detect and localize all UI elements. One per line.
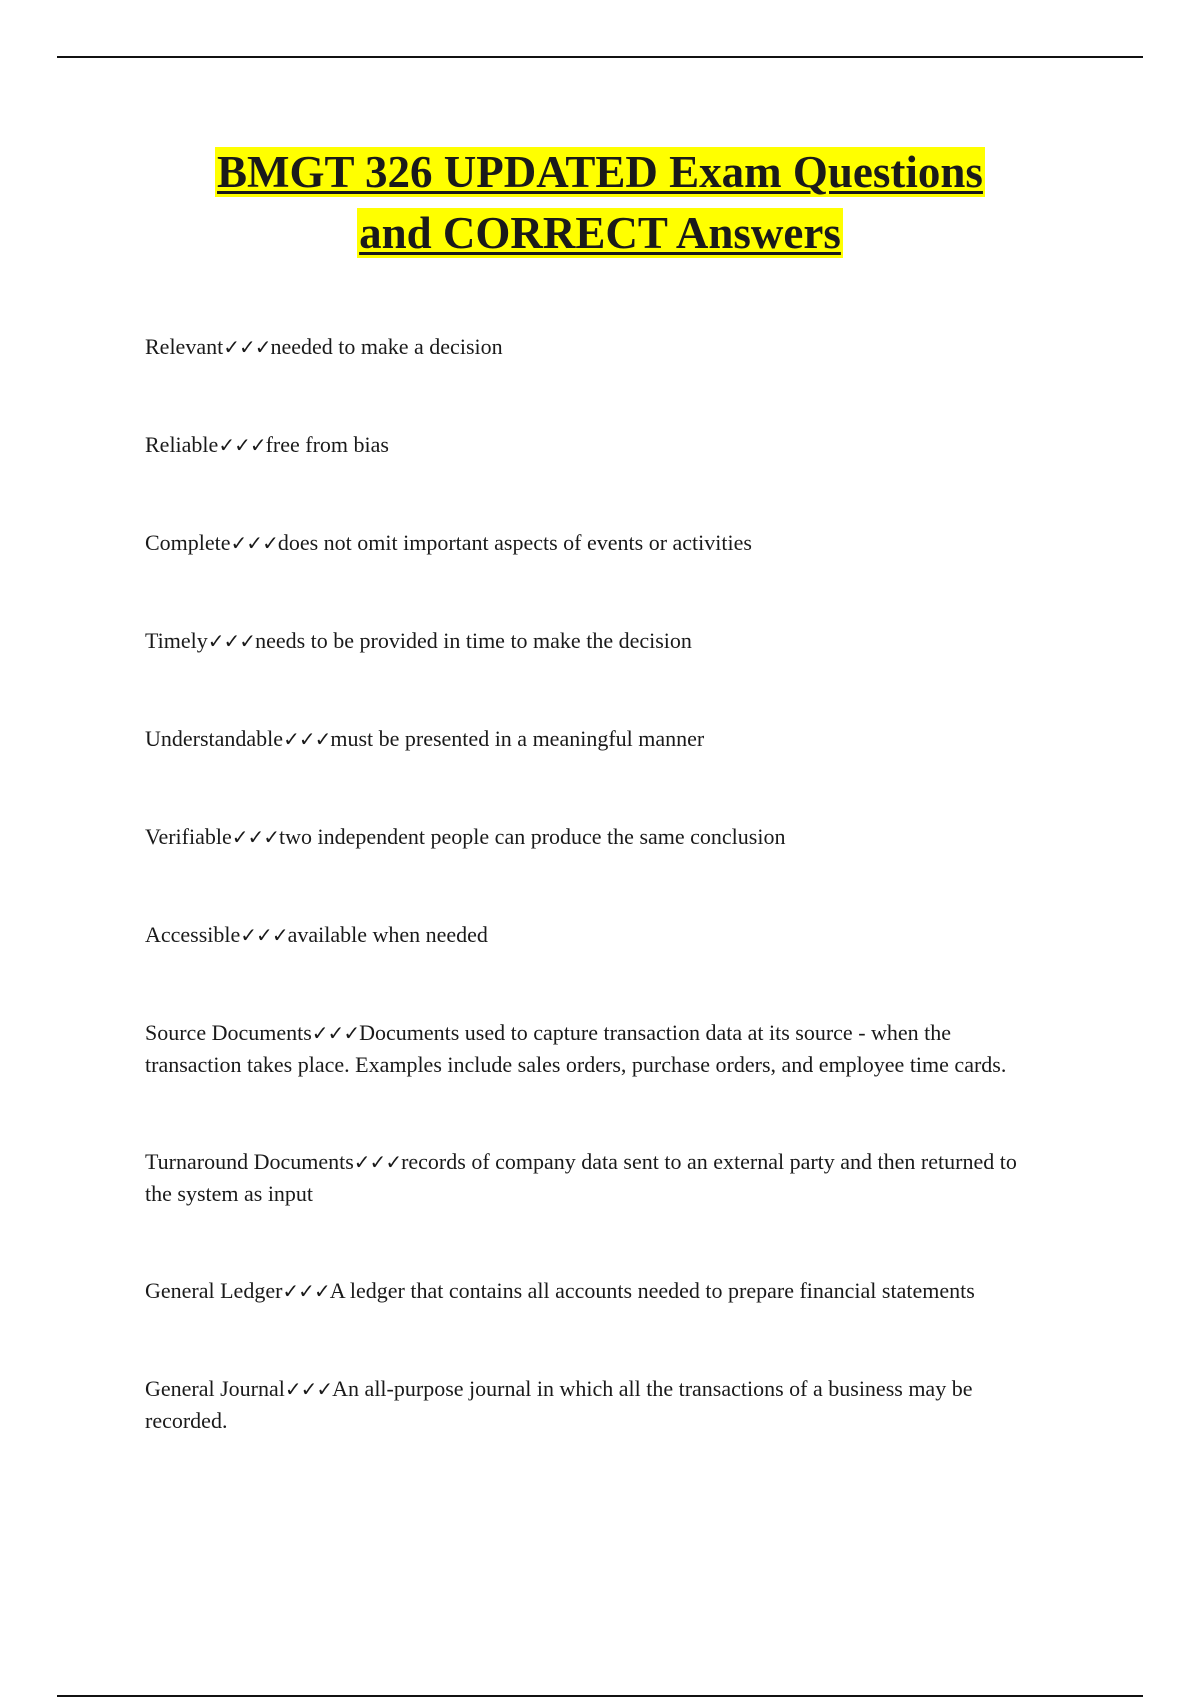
entry-term: General Ledger: [145, 1278, 283, 1303]
checkmarks-icon: ✓✓✓: [283, 727, 331, 751]
entry-term: Relevant: [145, 334, 224, 359]
entry-definition: two independent people can produce the same conclusion: [279, 824, 786, 849]
entry-definition: available when needed: [287, 922, 488, 947]
entry-definition: records of company data sent to an external party and then returned to the system as input: [145, 1149, 1017, 1206]
entry-term: Accessible: [145, 922, 241, 947]
entry-definition: needed to make a decision: [270, 334, 503, 359]
qa-entry-complete: [145, 527, 1045, 559]
checkmarks-icon: ✓✓✓: [311, 1021, 360, 1045]
qa-entry-general-ledger: [145, 1275, 1045, 1307]
checkmarks-icon: ✓✓✓: [282, 1279, 330, 1303]
qa-entry-relevant: [145, 331, 1045, 363]
qa-entry-timely: [145, 625, 1045, 657]
entry-term: Understandable: [145, 726, 284, 751]
qa-entry-accessible: [145, 919, 1045, 951]
entry-term: General Journal: [145, 1376, 285, 1401]
qa-entry-reliable: [145, 429, 1045, 461]
entry-definition: A ledger that contains all accounts needed to prepare financial statements: [329, 1278, 975, 1303]
checkmarks-icon: ✓✓✓: [231, 825, 280, 849]
checkmarks-icon: ✓✓✓: [353, 1150, 402, 1174]
entry-definition: free from bias: [265, 432, 389, 457]
checkmarks-icon: ✓✓✓: [207, 629, 256, 653]
qa-list: [145, 331, 1045, 1502]
entry-definition: needs to be provided in time to make the decision: [255, 628, 692, 653]
title-line-1: BMGT 326 UPDATED Exam Questions: [217, 147, 983, 197]
entry-term: Complete: [145, 530, 231, 555]
qa-entry-general-journal: [145, 1373, 1045, 1436]
qa-entry-turnaround-documents: [145, 1146, 1045, 1209]
qa-entry-understandable: [145, 723, 1045, 755]
title-line-2: and CORRECT Answers: [359, 208, 841, 258]
checkmarks-icon: ✓✓✓: [284, 1377, 333, 1401]
entry-term: Verifiable: [145, 824, 232, 849]
entry-definition: Documents used to capture transaction data at its source - when the transaction takes place. Examples include sales orders, purchase orders, and employee time cards.: [145, 1020, 1007, 1077]
entry-term: Source Documents: [145, 1020, 312, 1045]
entry-definition: does not omit important aspects of events or activities: [277, 530, 752, 555]
checkmarks-icon: ✓✓✓: [218, 433, 266, 457]
checkmarks-icon: ✓✓✓: [230, 531, 278, 555]
qa-entry-source-documents: [145, 1017, 1045, 1080]
checkmarks-icon: ✓✓✓: [240, 923, 288, 947]
page-title: [0, 142, 1200, 264]
entry-term: Reliable: [145, 432, 219, 457]
bottom-rule: [57, 1695, 1143, 1697]
checkmarks-icon: ✓✓✓: [223, 335, 271, 359]
entry-definition: An all-purpose journal in which all the transactions of a business may be recorded.: [145, 1376, 973, 1433]
entry-term: Timely: [145, 628, 208, 653]
entry-definition: must be presented in a meaningful manner: [330, 726, 705, 751]
top-rule: [57, 56, 1143, 58]
entry-term: Turnaround Documents: [145, 1149, 354, 1174]
qa-entry-verifiable: [145, 821, 1045, 853]
